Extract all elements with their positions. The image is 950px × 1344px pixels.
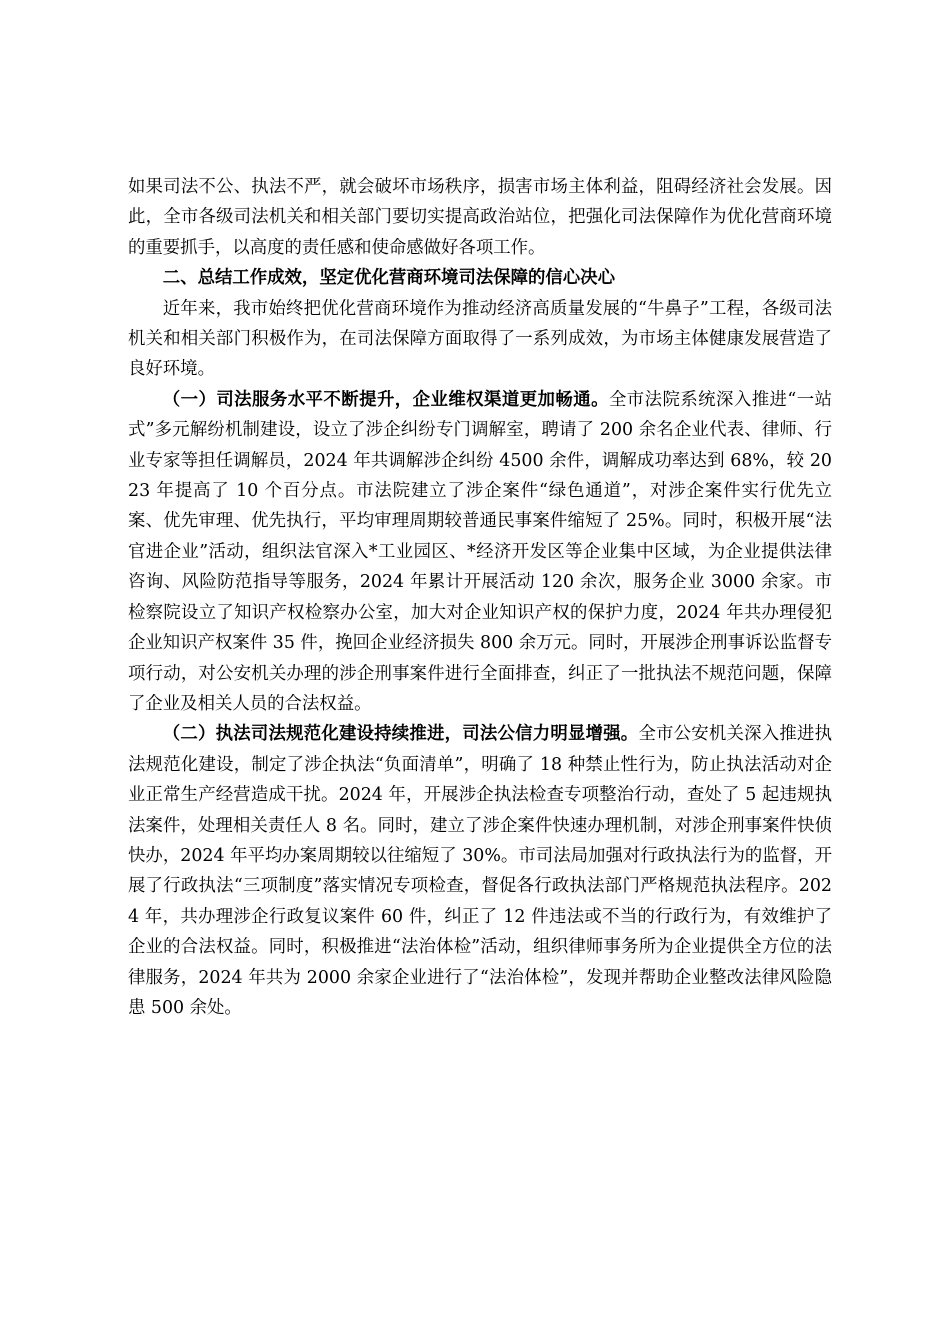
subsection-paragraph-2 [128, 719, 832, 1023]
subsection-body-1: 全市法院系统深入推进“一站式”多元解纷机制建设，设立了涉企纠纷专门调解室，聘请了 200 余名企业代表、律师、行业专家等担任调解员，2024 年共调解涉企纠纷 4500 余件，调解成功率达到 68%，较 2023 年提高了 10 个百分点。市法院建立了涉企案件“绿色通道”，对涉企案件实行优先立案、优先审理、优先执行，平均审理周期较普通民事案件缩短了 25%。同时，积极开展“法官进企业”活动，组织法官深入*工业园区、*经济开发区等企业集中区域，为企业提供法律咨询、风险防范指导等服务，2024 年累计开展活动 120 余次，服务企业 3000 余家。市检察院设立了知识产权检察办公室，加大对企业知识产权的保护力度，2024 年共办理侵犯企业知识产权案件 35 件，挽回企业经济损失 800 余万元。同时，开展涉企刑事诉讼监督专项行动，对公安机关办理的涉企刑事案件进行全面排查，纠正了一批执法不规范问题，保障了企业及相关人员的合法权益。 [128, 389, 832, 714]
subsection-lead-2: （二）执法司法规范化建设持续推进，司法公信力明显增强。 [162, 724, 639, 745]
subsection-body-2: 全市公安机关深入推进执法规范化建设，制定了涉企执法“负面清单”，明确了 18 种禁止性行为，防止执法活动对企业正常生产经营造成干扰。2024 年，开展涉企执法检查专项整治行动，查处了 5 起违规执法案件，处理相关责任人 8 名。同时，建立了涉企案件快速办理机制，对涉企刑事案件快侦快办，2024 年平均办案周期较以往缩短了 30%。市司法局加强对行政执法行为的监督，开展了行政执法“三项制度”落实情况专项检查，督促各行政执法部门严格规范执法程序。2024 年，共办理涉企行政复议案件 60 件，纠正了 12 件违法或不当的行政行为，有效维护了企业的合法权益。同时，积极推进“法治体检”活动，组织律师事务所为企业提供全方位的法律服务，2024 年共为 2000 余家企业进行了“法治体检”，发现并帮助企业整改法律风险隐患 500 余处。 [128, 724, 832, 1018]
body-paragraph-1: 如果司法不公、执法不严，就会破坏市场秩序，损害市场主体利益，阻碍经济社会发展。因此，全市各级司法机关和相关部门要切实提高政治站位，把强化司法保障作为优化营商环境的重要抓手，以高度的责任感和使命感做好各项工作。 [128, 177, 832, 258]
document-page [128, 172, 832, 1023]
subsection-paragraph-1 [128, 385, 832, 719]
body-paragraph-2: 近年来，我市始终把优化营商环境作为推动经济高质量发展的“牛鼻子”工程，各级司法机关和相关部门积极作为，在司法保障方面取得了一系列成效，为市场主体健康发展营造了良好环境。 [128, 298, 832, 380]
subsection-lead-1: （一）司法服务水平不断提升，企业维权渠道更加畅通。 [162, 389, 609, 410]
section-heading-2: 二、总结工作成效，坚定优化营商环境司法保障的信心决心 [162, 268, 615, 289]
